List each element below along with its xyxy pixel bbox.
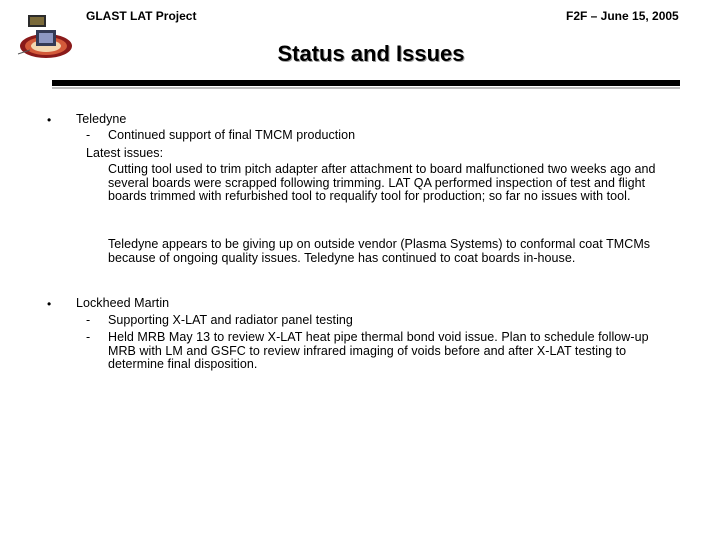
bullet-marker: •: [47, 113, 52, 127]
bullet-marker: •: [47, 297, 52, 311]
title-divider-shadow: [52, 87, 680, 89]
dash-marker: -: [86, 330, 91, 344]
lockheed-item-2: Held MRB May 13 to review X-LAT heat pipe thermal bond void issue. Plan to schedule follow-up MRB with LM and GSFC to review infrared imaging of voids before and after X-LAT testing to determine final disposition.: [108, 330, 649, 372]
section-heading-lockheed: Lockheed Martin: [76, 296, 170, 310]
teledyne-item-1: Continued support of final TMCM production: [108, 128, 356, 142]
teledyne-issue-paragraph-2: Teledyne appears to be giving up on outside vendor (Plasma Systems) to conformal coat TMCMs because of ongoing quality issues. Teledyne has continued to coat boards in-house.: [108, 237, 651, 265]
teledyne-issue-paragraph-1: Cutting tool used to trim pitch adapter after attachment to board malfunctioned two weeks ago and several boards were scrapped following trimming. LAT QA performed inspection of test and flight boards trimmed with refurbished tool to requalify tool for production; so far no issues with tool.: [108, 162, 656, 204]
latest-issues-label: Latest issues:: [86, 146, 164, 160]
project-name: GLAST LAT Project: [86, 9, 197, 23]
meeting-date: F2F – June 15, 2005: [566, 9, 679, 23]
section-heading-teledyne: Teledyne: [76, 112, 127, 126]
dash-marker: -: [86, 128, 91, 142]
slide-title: Status and Issues: [277, 41, 465, 66]
title-divider: [52, 80, 680, 86]
dash-marker: -: [86, 313, 91, 327]
lockheed-item-1: Supporting X-LAT and radiator panel testing: [108, 313, 353, 327]
